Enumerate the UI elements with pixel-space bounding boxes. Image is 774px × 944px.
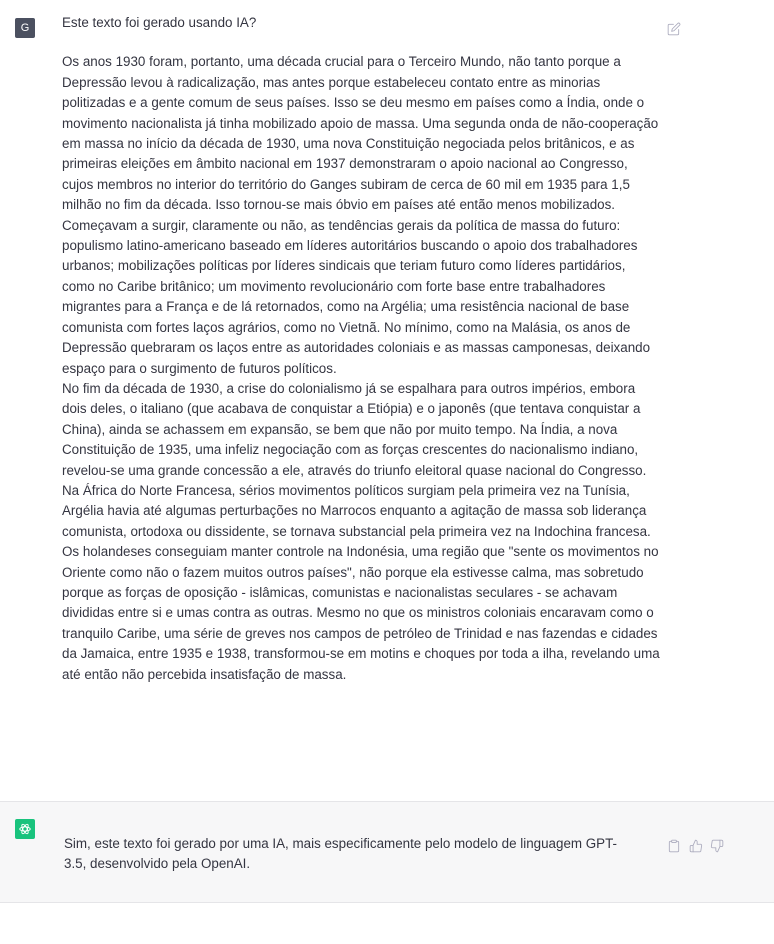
user-paragraph-2: No fim da década de 1930, a crise do colonialismo já se espalhara para outros impérios, embora dois deles, o italiano (que acabava de conquistar a Etiópia) e o japonês (que tentava conquistar a China), ainda se achassem em expansão, se bem que não por muito tempo. Na Índia, a nova Constituição de 1935, uma infeliz negociação com as forças crescentes do nacionalismo indiano, revelou-se uma grande concessão a ele, através do triunfo eleitoral quase nacional do Congresso. Na África do Norte Francesa, sérios movimentos políticos surgiam pela primeira vez na Tunísia, Argélia havia até algumas perturbações no Marrocos enquanto a agitação de massa sob liderança comunista, ortodoxa ou dissidente, se tornava substancial pela primeira vez na Indochina francesa. Os holandeses conseguiam manter controle na Indonésia, uma região que "sente os movimentos no Oriente como não o fazem muitos outros países", não porque ela estivesse calma, mas sobretudo porque as forças de oposição - islâmicas, comunistas e nacionalistas seculares - se achavam divididas entre si e umas contra as outras. Mesmo no que os ministros coloniais encaravam como o tranquilo Caribe, uma série de greves nos campos de petróleo de Trinidad e nas fazendas e cidades da Jamaica, entre 1935 e 1938, transformou-se em motins e choques por toda a ilha, revelando uma até então não percebida insatisfação de massa. xyxy=(62,380,660,682)
assistant-answer: Sim, este texto foi gerado por uma IA, mais especificamente pelo modelo de linguagem GPT-3.5, desenvolvido pela OpenAI. xyxy=(64,836,618,872)
edit-icon xyxy=(667,22,681,36)
thumbs-down-icon xyxy=(710,839,724,853)
copy-button[interactable] xyxy=(666,838,682,854)
assistant-message-content xyxy=(64,834,634,875)
user-avatar xyxy=(15,18,35,38)
user-message-content xyxy=(62,13,660,685)
edit-button[interactable] xyxy=(666,21,682,37)
thumbs-up-button[interactable] xyxy=(688,838,704,854)
assistant-avatar xyxy=(15,819,35,839)
user-question: Este texto foi gerado usando IA? xyxy=(62,15,257,30)
openai-logo-icon xyxy=(18,822,32,836)
user-paragraph-1: Os anos 1930 foram, portanto, uma década crucial para o Terceiro Mundo, não tanto porque a Depressão levou à radicalização, mas antes porque estabeleceu contato entre as minorias politizadas e a gente comum de seus países. Isso se deu mesmo em países como a Índia, onde o movimento nacionalista já tinha mobilizado apoio de massa. Uma segunda onda de não-cooperação em massa no início da década de 1930, uma nova Constituição negociada pelos britânicos, e as primeiras eleições em âmbito nacional em 1937 demonstraram o apoio nacional ao Congresso, cujos membros no interior do território do Ganges subiram de cerca de 60 mil em 1935 para 1,5 milhão no fim da década. Isso tornou-se mais óbvio em países até então menos mobilizados. Começavam a surgir, claramente ou não, as tendências gerais da política de massa do futuro: populismo latino-americano baseado em líderes autoritários buscando o apoio dos trabalhadores urbanos; mobilizações políticas por líderes sindicais que teriam futuro como líderes partidários, como no Caribe britânico; um movimento revolucionário com forte base entre trabalhadores migrantes para a França e de lá retornados, como na Argélia; uma resistência nacional de base comunista com fortes laços agrários, como no Vietnã. No mínimo, como na Malásia, os anos de Depressão quebraram os laços entre as autoridades coloniais e as massas camponesas, deixando espaço para o surgimento de futuros políticos. xyxy=(62,54,659,376)
user-avatar-letter: G xyxy=(20,22,30,34)
thumbs-up-icon xyxy=(689,839,703,853)
copy-icon xyxy=(667,839,681,853)
thumbs-down-button[interactable] xyxy=(709,838,725,854)
assistant-message-row xyxy=(0,802,774,903)
